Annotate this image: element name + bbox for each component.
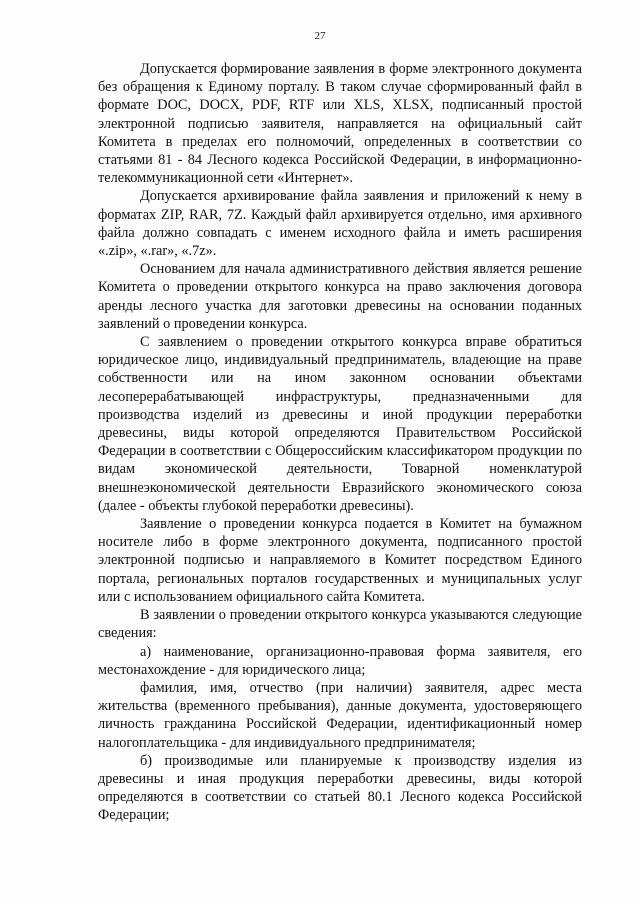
document-body (98, 60, 582, 825)
paragraph-grounds: Основанием для начала административного действия является решение Комитета о проведении открытого конкурса на право заключения договора аренды лесного участка для заготовки древесины на основании поданных заявлений о проведении конкурса. (98, 261, 582, 332)
paragraph-required-info: В заявлении о проведении открытого конкурса указываются следующие сведения: (98, 607, 582, 642)
paragraph-item-a: а) наименование, организационно-правовая форма заявителя, его местонахождение - для юридического лица; (98, 643, 582, 678)
paragraph-individual-entrepreneur: фамилия, имя, отчество (при наличии) заявителя, адрес места жительства (временного пребывания), данные документа, удостоверяющего личность гражданина Российской Федерации, идентификационный номер налогоплательщика - для индивидуального предпринимателя; (98, 679, 582, 751)
paragraph-archiving: Допускается архивирование файла заявления и приложений к нему в форматах ZIP, RAR, 7Z. Каждый файл архивируется отдельно, имя архивного файла должно совпадать с именем исходного файла и иметь расширения «.zip», «.rar», «.7z». (98, 188, 582, 260)
paragraph-applicants: С заявлением о проведении открытого конкурса вправе обратиться юридическое лицо, индивидуальный предприниматель, владеющие на праве собственности или на ином законном основании объектами лесоперерабатывающей инфраструктуры, предназначенными для производства изделий из древесины и иной продукции переработки древесины, виды которой определяются Правительством Российской Федерации в соответствии с Общероссийским классификатором продукции по видам экономической деятельности, Товарной номенклатурой внешнеэкономической деятельности Евразийского экономического союза (далее - объекты глубокой переработки древесины). (98, 334, 582, 514)
page-number: 27 (314, 30, 326, 42)
paragraph-item-b: б) производимые или планируемые к производству изделия из древесины и иная продукция переработки древесины, виды которой определяются в соответствии со статьей 80.1 Лесного кодекса Российской Федерации; (98, 752, 582, 824)
paragraph-submission: Заявление о проведении конкурса подается в Комитет на бумажном носителе либо в форме электронного документа, подписанного простой электронной подписью и направляемого в Комитет посредством Единого портала, региональных порталов государственных и муниципальных услуг или с использованием официального сайта Комитета. (98, 516, 582, 605)
paragraph-electronic-form: Допускается формирование заявления в форме электронного документа без обращения к Единому порталу. В таком случае сформированный файл в формате DOC, DOCX, PDF, RTF или XLS, XLSX, подписанный простой электронной подписью заявителя, направляется на официальный сайт Комитета в пределах его полномочий, определенных в соответствии со статьями 81 - 84 Лесного кодекса Российской Федерации, в информационно-телекоммуникационной сети «Интернет». (98, 61, 582, 187)
